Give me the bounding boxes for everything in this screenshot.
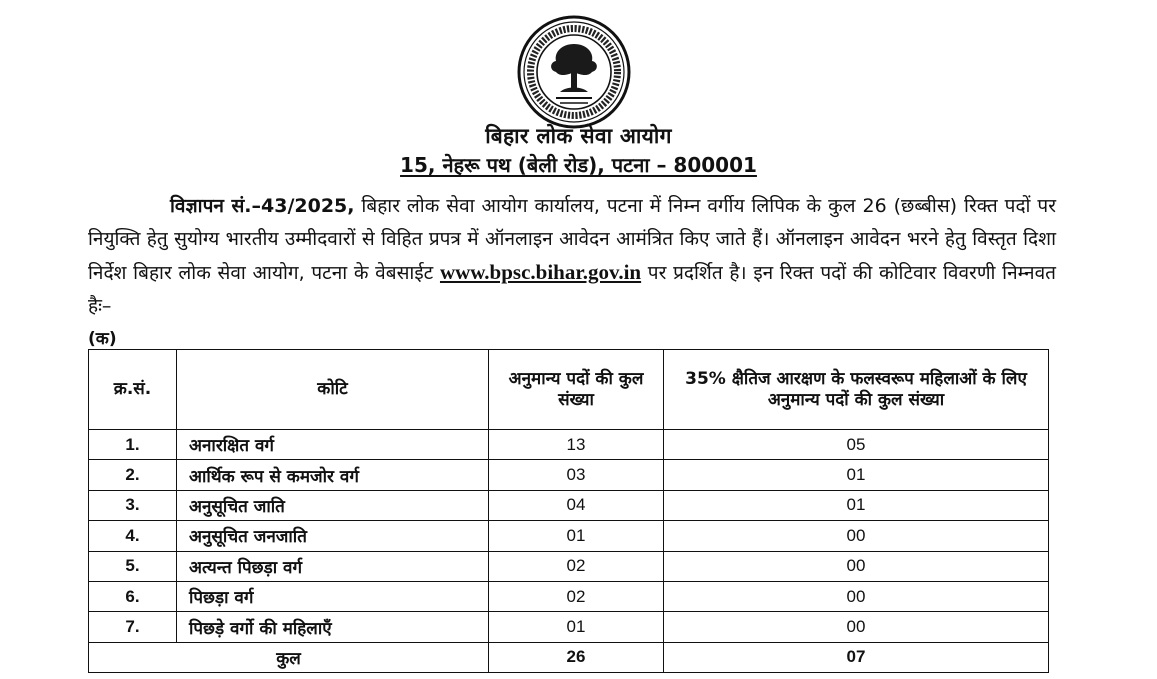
row-category: पिछड़े वर्गो की महिलाएँ [177, 612, 489, 642]
table-row [89, 521, 1049, 551]
row-serial: 6. [89, 581, 177, 611]
table-row [89, 551, 1049, 581]
row-serial: 3. [89, 490, 177, 520]
table-total-row [89, 642, 1049, 672]
row-women-posts: 01 [664, 460, 1049, 490]
table-header-row [89, 350, 1049, 430]
row-total-posts: 01 [489, 521, 664, 551]
table-row [89, 612, 1049, 642]
notice-text-part2: पर प्रदर्शित है। इन रिक्त पदों की कोटिवार विवरणी निम्नवत हैः– [88, 262, 1056, 317]
row-women-posts: 00 [664, 612, 1049, 642]
row-total-posts: 13 [489, 430, 664, 460]
row-women-posts: 00 [664, 551, 1049, 581]
total-label: कुल [89, 642, 489, 672]
section-label: (क) [88, 329, 117, 349]
table-row [89, 460, 1049, 490]
row-category: आर्थिक रूप से कमजोर वर्ग [177, 460, 489, 490]
row-serial: 1. [89, 430, 177, 460]
row-serial: 5. [89, 551, 177, 581]
bpsc-seal-icon [516, 14, 632, 130]
row-category: अनारक्षित वर्ग [177, 430, 489, 460]
header-serial: क्र.सं. [89, 350, 177, 430]
vacancy-table [88, 349, 1049, 673]
row-total-posts: 01 [489, 612, 664, 642]
table-row [89, 430, 1049, 460]
header-category: कोटि [177, 350, 489, 430]
header-women-posts: 35% क्षैतिज आरक्षण के फलस्वरूप महिलाओं के लिए अनुमान्य पदों की कुल संख्या [664, 350, 1049, 430]
row-category: अनुसूचित जनजाति [177, 521, 489, 551]
notice-text-part1: बिहार लोक सेवा आयोग कार्यालय, पटना में निम्न वर्गीय लिपिक के कुल 26 (छब्बीस) रिक्त पदों पर नियुक्ति हेतु सुयोग्य भारतीय उम्मीदवारों से विहित प्रपत्र में ऑनलाइन आवेदन आमंत्रित किए जाते हैं। ऑनलाइन आवेदन भरने हेतु विस्तृत दिशा निर्देश बिहार लोक सेवा आयोग, पटना के वेबसाईट [88, 195, 1056, 284]
header-total-posts: अनुमान्य पदों की कुल संख्या [489, 350, 664, 430]
organization-address [0, 151, 1157, 178]
row-serial: 4. [89, 521, 177, 551]
organization-name: बिहार लोक सेवा आयोग [485, 124, 672, 148]
row-women-posts: 05 [664, 430, 1049, 460]
row-serial: 7. [89, 612, 177, 642]
website-link[interactable]: www.bpsc.bihar.gov.in [439, 260, 642, 284]
row-women-posts: 00 [664, 521, 1049, 551]
row-women-posts: 01 [664, 490, 1049, 520]
row-category: पिछड़ा वर्ग [177, 581, 489, 611]
row-total-posts: 04 [489, 490, 664, 520]
table-row [89, 581, 1049, 611]
row-category: अत्यन्त पिछड़ा वर्ग [177, 551, 489, 581]
total-women-posts-value: 07 [664, 642, 1049, 672]
row-total-posts: 02 [489, 551, 664, 581]
row-total-posts: 02 [489, 581, 664, 611]
row-women-posts: 00 [664, 581, 1049, 611]
notice-paragraph [88, 190, 1056, 323]
row-total-posts: 03 [489, 460, 664, 490]
address-text: 15, नेहरू पथ (बेली रोड), पटना – 800001 [400, 153, 757, 177]
row-serial: 2. [89, 460, 177, 490]
advertisement-number: विज्ञापन सं.–43/2025, [170, 195, 355, 217]
total-posts-value: 26 [489, 642, 664, 672]
table-row [89, 490, 1049, 520]
row-category: अनुसूचित जाति [177, 490, 489, 520]
